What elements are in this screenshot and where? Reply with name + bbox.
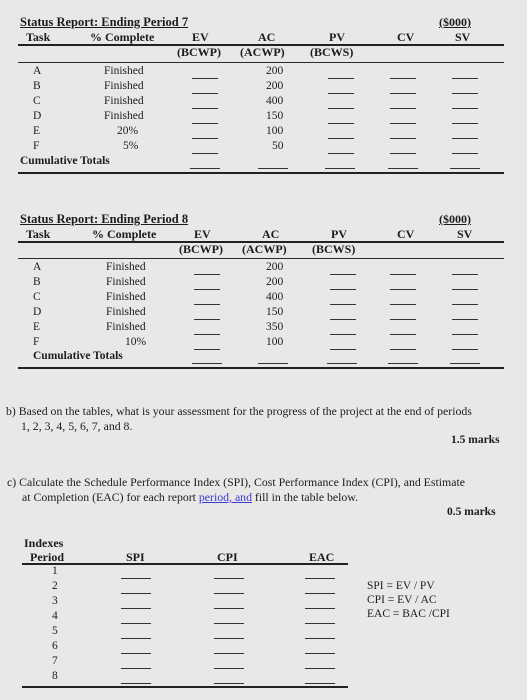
answer-blank <box>258 168 288 169</box>
answer-blank <box>328 138 354 139</box>
answer-blank <box>192 363 222 364</box>
answer-blank <box>194 319 220 320</box>
table2-col-ev-sub: (BCWP) <box>179 242 223 256</box>
table1-col-ac-sub: (ACWP) <box>240 45 285 59</box>
table1-row-task: A <box>33 65 42 77</box>
answer-blank <box>452 138 478 139</box>
answer-blank <box>328 93 354 94</box>
answer-blank <box>214 608 244 609</box>
table1-col-pv: PV <box>329 30 345 44</box>
answer-blank <box>214 638 244 639</box>
answer-blank <box>214 623 244 624</box>
table2-header-bottom-rule <box>18 258 504 259</box>
table2-col-ac: AC <box>262 227 280 241</box>
table2-row-task: B <box>33 276 41 288</box>
answer-blank <box>121 653 151 654</box>
indexes-period: 3 <box>52 595 58 607</box>
answer-blank <box>330 304 356 305</box>
answer-blank <box>450 363 480 364</box>
answer-blank <box>121 608 151 609</box>
formula-eac: EAC = BAC /CPI <box>367 608 450 620</box>
table1-row-ac: 50 <box>272 140 284 152</box>
answer-blank <box>390 349 416 350</box>
answer-blank <box>214 593 244 594</box>
table1-row-complete: 20% <box>117 125 139 137</box>
table1-col-ev-sub: (BCWP) <box>177 45 221 59</box>
answer-blank <box>194 349 220 350</box>
indexes-period: 1 <box>52 565 58 577</box>
answer-blank <box>192 153 218 154</box>
answer-blank <box>330 349 356 350</box>
table2-row-complete: Finished <box>106 261 146 273</box>
table2-row-task: E <box>33 321 41 333</box>
question-c-marks: 0.5 marks <box>447 506 496 518</box>
answer-blank <box>452 304 478 305</box>
answer-blank <box>390 78 416 79</box>
table2-row-ac: 150 <box>266 306 284 318</box>
table2-row-complete: Finished <box>106 306 146 318</box>
table1-row-ac: 200 <box>266 80 284 92</box>
indexes-period: 7 <box>52 655 58 667</box>
answer-blank <box>121 578 151 579</box>
indexes-col-cpi: CPI <box>217 550 238 564</box>
indexes-title: Indexes <box>24 536 64 550</box>
answer-blank <box>452 319 478 320</box>
answer-blank <box>258 363 288 364</box>
table2-col-pv: PV <box>331 227 347 241</box>
answer-blank <box>194 334 220 335</box>
answer-blank <box>305 578 335 579</box>
question-c-period-link[interactable]: period, and <box>198 490 252 504</box>
indexes-period: 6 <box>52 640 58 652</box>
table1-row-complete: Finished <box>104 80 144 92</box>
answer-blank <box>214 653 244 654</box>
answer-blank <box>388 363 418 364</box>
table2-row-ac: 200 <box>266 276 284 288</box>
answer-blank <box>194 274 220 275</box>
indexes-period: 8 <box>52 670 58 682</box>
indexes-bottom-rule <box>22 686 348 688</box>
table1-row-task: F <box>33 140 40 152</box>
question-b-marks: 1.5 marks <box>451 434 500 446</box>
answer-blank <box>305 638 335 639</box>
table2-header-rule <box>18 241 504 243</box>
table1-row-complete: Finished <box>104 110 144 122</box>
answer-blank <box>214 668 244 669</box>
answer-blank <box>390 274 416 275</box>
answer-blank <box>121 668 151 669</box>
answer-blank <box>190 168 220 169</box>
answer-blank <box>390 108 416 109</box>
table2-col-ev: EV <box>194 227 211 241</box>
answer-blank <box>325 168 355 169</box>
table2-total-label: Cumulative Totals <box>33 350 123 362</box>
table2-row-ac: 200 <box>266 261 284 273</box>
table2-col-sv: SV <box>457 227 473 241</box>
answer-blank <box>452 153 478 154</box>
answer-blank <box>390 289 416 290</box>
answer-blank <box>328 123 354 124</box>
indexes-header-rule <box>22 563 348 565</box>
formula-cpi: CPI = EV / AC <box>367 594 437 606</box>
answer-blank <box>390 123 416 124</box>
answer-blank <box>305 608 335 609</box>
table2-row-complete: Finished <box>106 291 146 303</box>
table2-row-task: C <box>33 291 41 303</box>
answer-blank <box>330 319 356 320</box>
answer-blank <box>305 593 335 594</box>
table2-bottom-rule <box>18 367 504 369</box>
answer-blank <box>305 668 335 669</box>
answer-blank <box>388 168 418 169</box>
answer-blank <box>452 108 478 109</box>
answer-blank <box>452 93 478 94</box>
table2-col-complete: % Complete <box>92 227 157 241</box>
table1-title: Status Report: Ending Period 7 <box>20 15 189 29</box>
question-b-line2: 1, 2, 3, 4, 5, 6, 7, and 8. <box>21 419 133 433</box>
question-c-line2-start: at Completion (EAC) for each report <box>22 490 199 504</box>
answer-blank <box>450 168 480 169</box>
table1-row-ac: 150 <box>266 110 284 122</box>
indexes-period-label: Period <box>30 550 64 564</box>
table2-col-pv-sub: (BCWS) <box>312 242 356 256</box>
table2-col-task: Task <box>26 227 51 241</box>
answer-blank <box>305 653 335 654</box>
table1-row-complete: Finished <box>104 65 144 77</box>
indexes-period: 4 <box>52 610 58 622</box>
table2-row-task: F <box>33 336 40 348</box>
table1-row-complete: 5% <box>123 140 139 152</box>
table1-col-task: Task <box>26 30 51 44</box>
answer-blank <box>121 623 151 624</box>
table2-row-ac: 400 <box>266 291 284 303</box>
table2-row-complete: Finished <box>106 321 146 333</box>
table1-bottom-rule <box>18 172 504 174</box>
answer-blank <box>390 319 416 320</box>
answer-blank <box>390 334 416 335</box>
answer-blank <box>192 138 218 139</box>
table1-col-cv: CV <box>397 30 415 44</box>
table1-header-rule <box>18 44 504 46</box>
table1-row-ac: 200 <box>266 65 284 77</box>
answer-blank <box>330 334 356 335</box>
table2-row-ac: 100 <box>266 336 284 348</box>
answer-blank <box>192 93 218 94</box>
table1-row-task: C <box>33 95 41 107</box>
table1-row-ac: 100 <box>266 125 284 137</box>
answer-blank <box>328 78 354 79</box>
answer-blank <box>305 623 335 624</box>
table1-row-ac: 400 <box>266 95 284 107</box>
table2-row-task: D <box>33 306 42 318</box>
answer-blank <box>214 683 244 684</box>
table1-row-task: D <box>33 110 42 122</box>
answer-blank <box>452 334 478 335</box>
table2-col-ac-sub: (ACWP) <box>242 242 287 256</box>
table2-row-ac: 350 <box>266 321 284 333</box>
answer-blank <box>452 349 478 350</box>
answer-blank <box>121 593 151 594</box>
answer-blank <box>305 683 335 684</box>
answer-blank <box>121 683 151 684</box>
table2-row-complete: Finished <box>106 276 146 288</box>
indexes-col-spi: SPI <box>126 550 145 564</box>
table1-row-task: B <box>33 80 41 92</box>
table1-col-pv-sub: (BCWS) <box>310 45 354 59</box>
answer-blank <box>327 363 357 364</box>
indexes-period: 5 <box>52 625 58 637</box>
question-c-line1: c) Calculate the Schedule Performance Index (SPI), Cost Performance Index (CPI), and Estimate <box>7 475 465 489</box>
table1-col-complete: % Complete <box>90 30 155 44</box>
table1-col-ev: EV <box>192 30 209 44</box>
answer-blank <box>330 289 356 290</box>
answer-blank <box>121 638 151 639</box>
table1-row-complete: Finished <box>104 95 144 107</box>
indexes-col-eac: EAC <box>309 550 335 564</box>
answer-blank <box>192 123 218 124</box>
table1-row-task: E <box>33 125 41 137</box>
answer-blank <box>194 289 220 290</box>
answer-blank <box>452 123 478 124</box>
answer-blank <box>390 93 416 94</box>
answer-blank <box>390 153 416 154</box>
question-c-line2-end: fill in the table below. <box>251 490 359 504</box>
table2-row-complete: 10% <box>125 336 147 348</box>
answer-blank <box>330 274 356 275</box>
answer-blank <box>328 108 354 109</box>
table2-title: Status Report: Ending Period 8 <box>20 212 189 226</box>
answer-blank <box>390 138 416 139</box>
table2-units: ($000) <box>439 212 471 226</box>
indexes-period: 2 <box>52 580 58 592</box>
question-b-line1: b) Based on the tables, what is your assessment for the progress of the project at the end of periods <box>6 404 472 418</box>
table1-header-bottom-rule <box>18 62 504 63</box>
answer-blank <box>328 153 354 154</box>
table1-total-label: Cumulative Totals <box>20 155 110 167</box>
answer-blank <box>192 108 218 109</box>
table1-col-ac: AC <box>258 30 276 44</box>
table1-col-sv: SV <box>455 30 471 44</box>
answer-blank <box>452 274 478 275</box>
answer-blank <box>192 78 218 79</box>
formula-spi: SPI = EV / PV <box>367 580 435 592</box>
answer-blank <box>390 304 416 305</box>
question-c-line2 <box>22 490 358 505</box>
table2-col-cv: CV <box>397 227 415 241</box>
answer-blank <box>452 289 478 290</box>
answer-blank <box>194 304 220 305</box>
answer-blank <box>214 578 244 579</box>
answer-blank <box>452 78 478 79</box>
table2-row-task: A <box>33 261 42 273</box>
table1-units: ($000) <box>439 15 471 29</box>
